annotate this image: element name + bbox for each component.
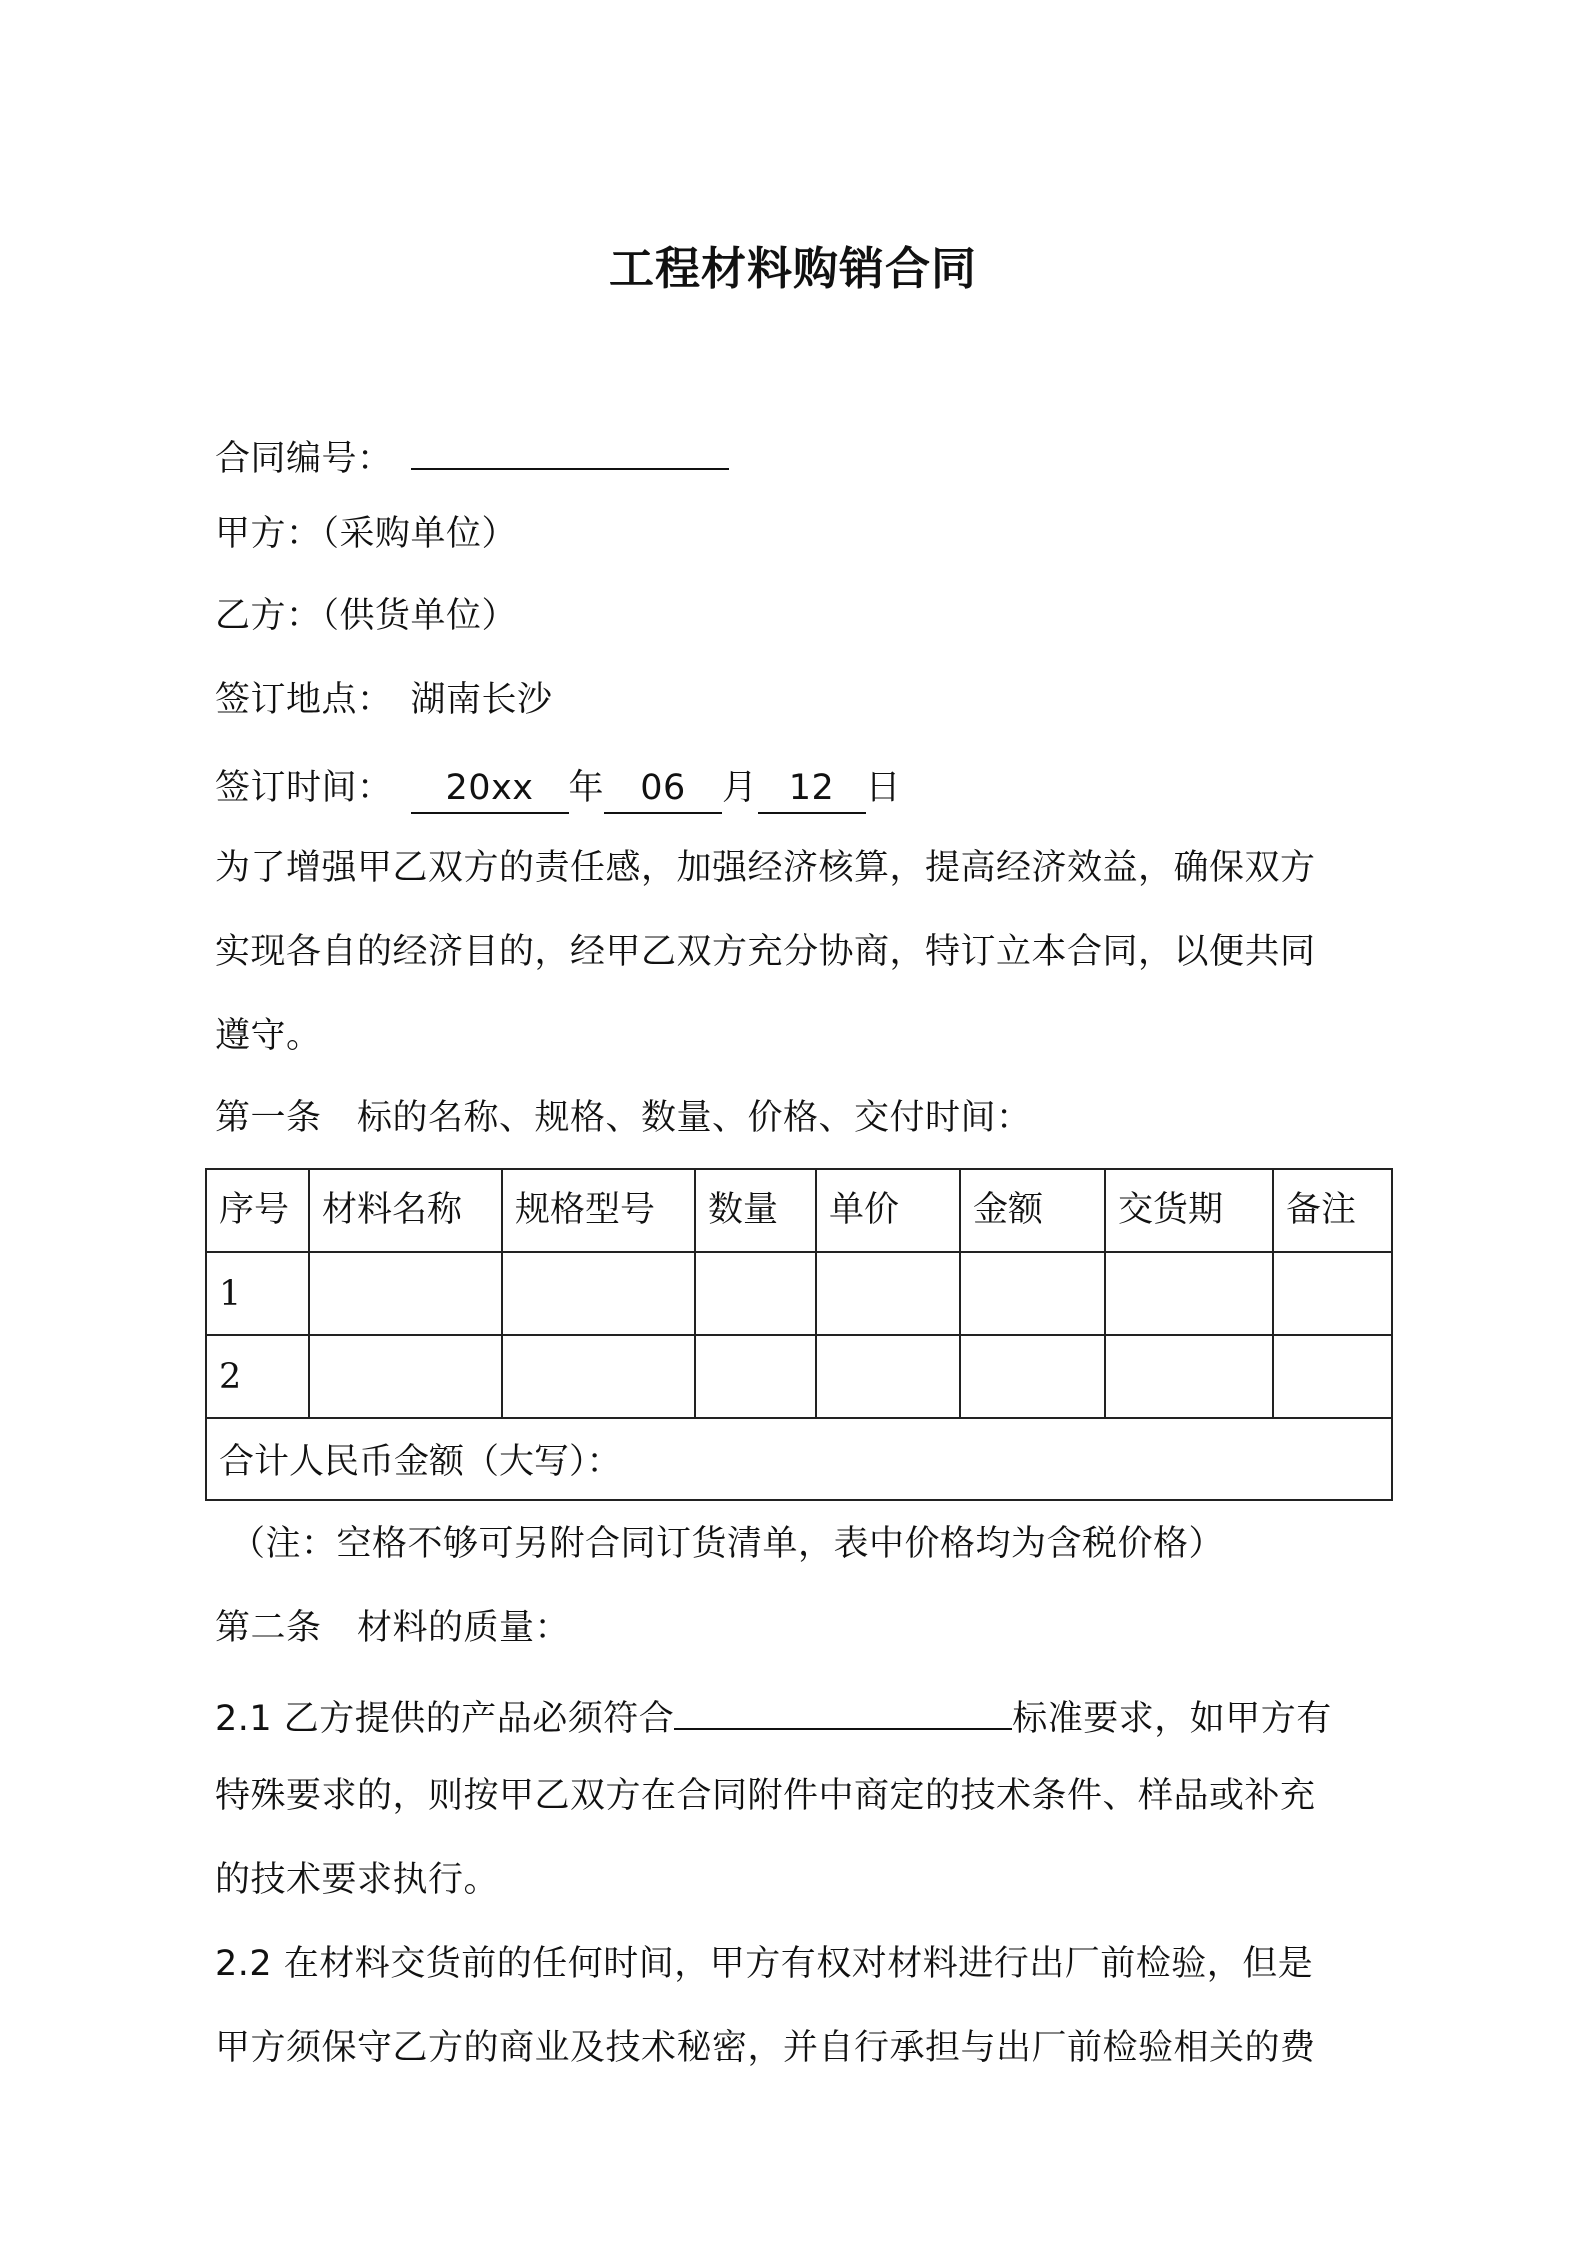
header-cell-unit-price: 单价 bbox=[816, 1169, 960, 1252]
sign-place-line bbox=[215, 676, 553, 724]
sign-date-day-unit: 日 bbox=[865, 768, 902, 808]
intro-line-2: 实现各自的经济目的，经甲乙双方充分协商，特订立本合同，以便共同 bbox=[215, 932, 1316, 972]
clause-2-2-line-2: 甲方须保守乙方的商业及技术秘密，并自行承担与出厂前检验相关的费 bbox=[215, 2028, 1316, 2068]
table-cell bbox=[816, 1252, 960, 1335]
table-cell bbox=[502, 1252, 695, 1335]
header-cell-spec: 规格型号 bbox=[502, 1169, 695, 1252]
header-cell-material-name: 材料名称 bbox=[309, 1169, 502, 1252]
table-row bbox=[206, 1252, 1392, 1335]
table-cell: 1 bbox=[206, 1252, 309, 1335]
materials-table bbox=[205, 1168, 1393, 1501]
header-cell-quantity: 数量 bbox=[695, 1169, 816, 1252]
header-cell-remark: 备注 bbox=[1273, 1169, 1392, 1252]
contract-number-blank bbox=[411, 428, 729, 470]
article-2-heading: 第二条 材料的质量： bbox=[215, 1608, 571, 1648]
table-cell bbox=[960, 1252, 1105, 1335]
party-b-line: 乙方：（供货单位） bbox=[215, 596, 518, 636]
total-amount-cell: 合计人民币金额（大写）： bbox=[206, 1418, 1392, 1500]
intro-line-1: 为了增强甲乙双方的责任感，加强经济核算，提高经济效益，确保双方 bbox=[215, 848, 1316, 888]
sign-date-line bbox=[215, 764, 901, 814]
sign-date-label: 签订时间： bbox=[215, 768, 393, 808]
clause-2-1-suffix: 标准要求，如甲方有 bbox=[1012, 1699, 1332, 1739]
table-cell bbox=[1273, 1335, 1392, 1418]
table-cell bbox=[960, 1335, 1105, 1418]
article-1-heading: 第一条 标的名称、规格、数量、价格、交付时间： bbox=[215, 1098, 1032, 1138]
table-cell bbox=[816, 1335, 960, 1418]
sign-place-value: 湖南长沙 bbox=[410, 680, 553, 720]
header-cell-index: 序号 bbox=[206, 1169, 309, 1252]
document-title: 工程材料购销合同 bbox=[608, 242, 977, 295]
sign-date-year: 20xx bbox=[411, 764, 569, 814]
table-total-row bbox=[206, 1418, 1392, 1500]
table-cell bbox=[309, 1335, 502, 1418]
sign-date-month: 06 bbox=[604, 764, 722, 814]
party-a-line: 甲方：（采购单位） bbox=[215, 514, 518, 554]
table-cell: 2 bbox=[206, 1335, 309, 1418]
clause-2-2-line-1: 2.2 在材料交货前的任何时间，甲方有权对材料进行出厂前检验，但是 bbox=[215, 1944, 1314, 1984]
standard-blank bbox=[674, 1688, 1012, 1730]
table-cell bbox=[695, 1252, 816, 1335]
contract-number-line bbox=[215, 428, 729, 483]
sign-date-month-unit: 月 bbox=[722, 768, 758, 808]
table-cell bbox=[309, 1252, 502, 1335]
clause-2-1-line-2: 特殊要求的，则按甲乙双方在合同附件中商定的技术条件、样品或补充 bbox=[215, 1776, 1316, 1816]
table-cell bbox=[1273, 1252, 1392, 1335]
table-header-row bbox=[206, 1169, 1392, 1252]
contract-number-label: 合同编号： bbox=[215, 439, 393, 479]
sign-place-label: 签订地点： bbox=[215, 680, 393, 720]
table-cell bbox=[502, 1335, 695, 1418]
table-note: （注：空格不够可另附合同订货清单，表中价格均为含税价格） bbox=[230, 1524, 1225, 1564]
sign-date-day: 12 bbox=[758, 764, 866, 814]
table-cell bbox=[1105, 1252, 1273, 1335]
header-cell-delivery: 交货期 bbox=[1105, 1169, 1273, 1252]
table-cell bbox=[1105, 1335, 1273, 1418]
intro-line-3: 遵守。 bbox=[215, 1016, 322, 1056]
header-cell-amount: 金额 bbox=[960, 1169, 1105, 1252]
table-cell bbox=[695, 1335, 816, 1418]
sign-date-year-unit: 年 bbox=[568, 768, 605, 808]
clause-2-1-line-3: 的技术要求执行。 bbox=[215, 1860, 500, 1900]
clause-2-1-line-1 bbox=[215, 1688, 1332, 1743]
table-row bbox=[206, 1335, 1392, 1418]
clause-2-1-prefix: 2.1 乙方提供的产品必须符合 bbox=[215, 1699, 675, 1739]
